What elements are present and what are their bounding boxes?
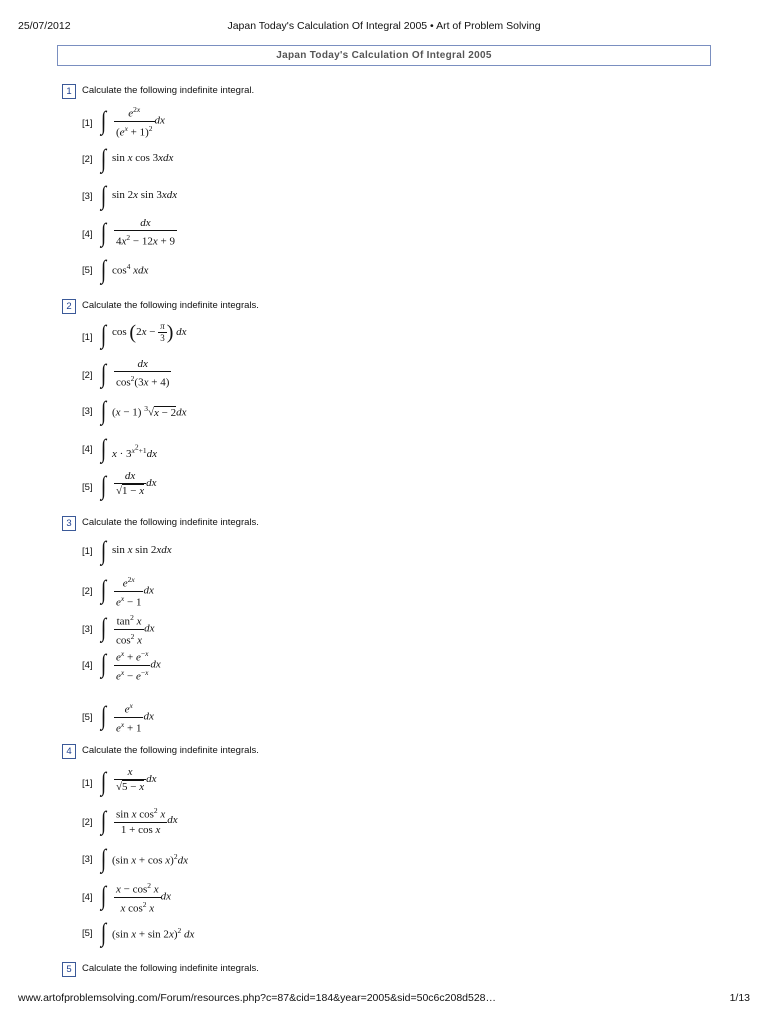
- integral-sign: ∫: [100, 844, 107, 873]
- integral-sign: ∫: [100, 144, 107, 173]
- item-label: [3]: [82, 854, 93, 865]
- integral-sign: ∫: [100, 881, 107, 910]
- item-label: [4]: [82, 444, 93, 455]
- item-label: [2]: [82, 817, 93, 828]
- problem-number-link[interactable]: 2: [62, 299, 76, 314]
- item-label: [4]: [82, 892, 93, 903]
- integral-expression: (sin x + sin 2x)$^2$ dx: [112, 926, 195, 941]
- integral-expression: $\frac{x}{√5 - x}$ dx: [116, 766, 157, 793]
- item-label: [2]: [82, 154, 93, 165]
- integral-expression: sin x cos 3xdx: [112, 152, 174, 164]
- print-url: www.artofproblemsolving.com/Forum/resources.php?c=87&cid=184&year=2005&sid=50c6c208d528…: [18, 992, 497, 1004]
- integral-expression: $\frac{dx}{√1 - x}$ dx: [116, 470, 157, 497]
- item-label: [3]: [82, 624, 93, 635]
- integral-sign: ∫: [100, 918, 107, 947]
- integral-expression: $\frac{\tan^2 x}{\cos^2 x}$ dx: [116, 613, 155, 647]
- integral-expression: (sin x + cos x)$^2$dx: [112, 852, 188, 867]
- integral-sign: ∫: [100, 218, 107, 247]
- integral-expression: $\frac{e^x + e^{-x}}{e^x - e^{-x}}$ dx: [116, 649, 161, 683]
- item-label: [4]: [82, 660, 93, 671]
- integral-sign: ∫: [100, 181, 107, 210]
- integral-sign: ∫: [100, 575, 107, 604]
- item-label: [1]: [82, 546, 93, 557]
- problem-number-link[interactable]: 4: [62, 744, 76, 759]
- item-label: [1]: [82, 118, 93, 129]
- integral-sign: ∫: [100, 255, 107, 284]
- item-label: [3]: [82, 406, 93, 417]
- integral-sign: ∫: [100, 471, 107, 500]
- problem-text: Calculate the following indefinite integrals.: [82, 300, 259, 311]
- item-label: [5]: [82, 928, 93, 939]
- print-date: 25/07/2012: [18, 20, 71, 32]
- integral-sign: ∫: [100, 649, 107, 678]
- item-label: [1]: [82, 332, 93, 343]
- integral-sign: ∫: [100, 320, 107, 349]
- item-label: [5]: [82, 482, 93, 493]
- problem-number-link[interactable]: 3: [62, 516, 76, 531]
- item-label: [5]: [82, 712, 93, 723]
- problem-number-link[interactable]: 1: [62, 84, 76, 99]
- problem-text: Calculate the following indefinite integrals.: [82, 745, 259, 756]
- integral-sign: ∫: [100, 536, 107, 565]
- item-label: [5]: [82, 265, 93, 276]
- integral-expression: (x − 1) $^3$√x − 2dx: [112, 404, 187, 419]
- integral-sign: ∫: [100, 767, 107, 796]
- item-label: [1]: [82, 778, 93, 789]
- problem-text: Calculate the following indefinite integrals.: [82, 963, 259, 974]
- integral-sign: ∫: [100, 434, 107, 463]
- integral-sign: ∫: [100, 396, 107, 425]
- integral-expression: $\frac{dx}{4x^2 - 12x + 9}$: [116, 217, 175, 248]
- integral-expression: $x \cdot 3^{x^2+1}dx$: [112, 442, 158, 461]
- integral-expression: sin 2x sin 3xdx: [112, 189, 178, 201]
- item-label: [2]: [82, 370, 93, 381]
- print-title: Japan Today's Calculation Of Integral 2005 • Art of Problem Solving: [227, 20, 541, 32]
- integral-sign: ∫: [100, 613, 107, 642]
- item-label: [2]: [82, 586, 93, 597]
- integral-expression: $\frac{dx}{\cos^2(3x + 4)}$: [116, 358, 170, 389]
- integral-sign: ∫: [100, 106, 107, 135]
- integral-expression: $\frac{\sin x \cos^2 x}{\text{1 + cos x}}$ dx: [116, 806, 178, 836]
- page-title: Japan Today's Calculation Of Integral 2005: [57, 45, 711, 66]
- integral-expression: $\frac{e^{2x}}{e^x - 1}$ dx: [116, 575, 154, 609]
- item-label: [3]: [82, 191, 93, 202]
- integral-sign: ∫: [100, 701, 107, 730]
- integral-expression: $\frac{e^x}{e^x + 1}$ dx: [116, 701, 154, 735]
- integral-expression: cos (2x − $\frac{\pi}{3}$ ) dx: [112, 321, 187, 344]
- page-count: 1/13: [729, 992, 750, 1004]
- integral-expression: $\cos^4$ xdx: [112, 262, 149, 277]
- integral-expression: $\frac{e^{2x}}{(e^x + 1)^2}$ dx: [116, 105, 165, 139]
- integral-expression: $\frac{x - \cos^2 x}{x \cos^2 x}$ dx: [116, 881, 172, 915]
- integral-expression: sin x sin 2xdx: [112, 544, 172, 556]
- integral-sign: ∫: [100, 359, 107, 388]
- problem-text: Calculate the following indefinite integrals.: [82, 517, 259, 528]
- integral-sign: ∫: [100, 806, 107, 835]
- print-header: [18, 20, 750, 34]
- item-label: [4]: [82, 229, 93, 240]
- problem-text: Calculate the following indefinite integral.: [82, 85, 255, 96]
- print-footer: [18, 992, 750, 1006]
- problem-number-link[interactable]: 5: [62, 962, 76, 977]
